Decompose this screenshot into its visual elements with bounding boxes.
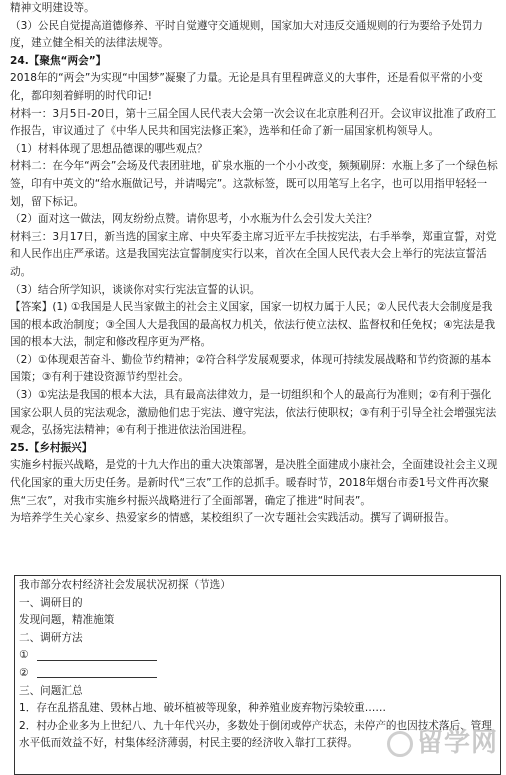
question-24-intro: 2018年的“两会”为实现“中国梦”凝聚了力量。无论是具有里程碑意义的大事件，还是看似平常的小变化，都印刻着鲜明的时代印记! <box>10 72 483 102</box>
method-2 <box>19 665 496 683</box>
answer-23-3: （3）公民自觉提高道德修养、平时自觉遵守交通规则，国家加大对违反交通规则的行为要给予处罚力度，建立健全相关的法律法规等。 <box>10 19 483 50</box>
method-1-label: ① <box>19 649 29 662</box>
method-2-blank <box>37 667 157 678</box>
question-24-heading: 24.【聚焦“两会”】 <box>10 54 107 67</box>
question-25-intro: 实施乡村振兴战略，是党的十九大作出的重大决策部署，是决胜全面建成小康社会，全面建设社会主义现代化国家的重大历史任务。是新时代“三农”工作的总抓手。暖春时节，2018年烟台市委1号文件再次聚焦“三农”，对我市实施乡村振兴战略进行了全面部署，确定了推进“时间表”。 <box>10 459 498 507</box>
method-1-blank <box>37 650 157 661</box>
answer-24-3: （3）①宪法是我国的根本大法，具有最高法律效力，是一切组织和个人的最高行为准则；②有利于强化国家公职人员的宪法观念，激励他们忠于宪法、遵守宪法，依法行使职权；③有利于引导全社会增强宪法观念，弘扬宪法精神；④有利于推进依法治国进程。 <box>10 389 497 437</box>
answer-24-2: （2）①体现艰苦奋斗、勤俭节约精神；②符合科学发展观要求，体现可持续发展战略和节约资源的基本国策；③有利于建设资源节约型社会。 <box>10 353 492 384</box>
method-2-label: ② <box>19 666 29 679</box>
report-section-1: 一、调研目的 <box>19 596 83 609</box>
problem-1: 1．存在乱搭乱建、毁林占地、破坏植被等现象，种养殖业废弃物污染较重…… <box>19 702 386 715</box>
problem-2: 2．村办企业多为上世纪八、九十年代兴办，多数处于倒闭或停产状态，未停产的也因技术落后、管理水平低而效益不好，村集体经济薄弱，村民主要的经济收入靠打工获得。 <box>19 719 492 750</box>
report-section-2: 二、调研方法 <box>19 631 83 644</box>
watermark-text: 留学网 <box>416 728 498 759</box>
report-section-3: 三、问题汇总 <box>19 684 83 697</box>
material-2: 材料二：在今年“两会”会场及代表团驻地，矿泉水瓶的一个小小改变，频频刷屏：水瓶上多了一个绿色标签，印有中英文的“给水瓶做记号，并请喝完”。这款标签，既可以用笔写上名字，也可以用指甲轻轻一划，留下标记。 <box>10 160 498 208</box>
watermark <box>387 728 498 759</box>
report-section-1-body: 发现问题，精准施策 <box>19 614 115 627</box>
question-24-2: （2）面对这一做法，网友纷纷点赞。请你思考，小水瓶为什么会引发大关注？ <box>10 213 377 226</box>
method-1 <box>19 647 496 665</box>
question-25-task: 为培养学生关心家乡、热爱家乡的情感，某校组织了一次专题社会实践活动。撰写了调研报告。 <box>10 512 455 525</box>
answer-24-1: 【答案】(1) ①我国是人民当家做主的社会主义国家，国家一切权力属于人民；②人民代表大会制度是我国的根本政治制度；③全国人大是我国的最高权力机关，依法行使立法权、监督权和任免权；④宪法是我国的根本大法，制定和修改程序更为严格。 <box>10 301 496 349</box>
question-25-heading: 25.【乡村振兴】 <box>10 441 93 454</box>
question-24-3: （3）结合所学知识，谈谈你对实行宪法宣誓的认识。 <box>10 283 261 296</box>
material-1: 材料一：3月5日-20日，第十三届全国人民代表大会第一次会议在北京胜利召开。会议审议批准了政府工作报告，审议通过了《中华人民共和国宪法修正案》，选举和任命了新一届国家机构领导人。 <box>10 107 497 138</box>
text-line-1: 精神文明建设等。 <box>10 2 95 14</box>
material-3: 材料三：3月17日，新当选的国家主席、中央军委主席习近平左手扶按宪法，右手举拳，郑重宣誓，对党和人民作出庄严承诺。这是我国宪法宣誓制度实行以来，首次在全国人民代表大会上举行的宪法宣誓活动。 <box>10 230 497 278</box>
watermark-logo-icon <box>387 731 413 757</box>
report-title: 我市部分农村经济社会发展状况初探（节选） <box>19 579 231 591</box>
question-24-1: （1）材料体现了思想品德课的哪些观点？ <box>10 142 208 155</box>
